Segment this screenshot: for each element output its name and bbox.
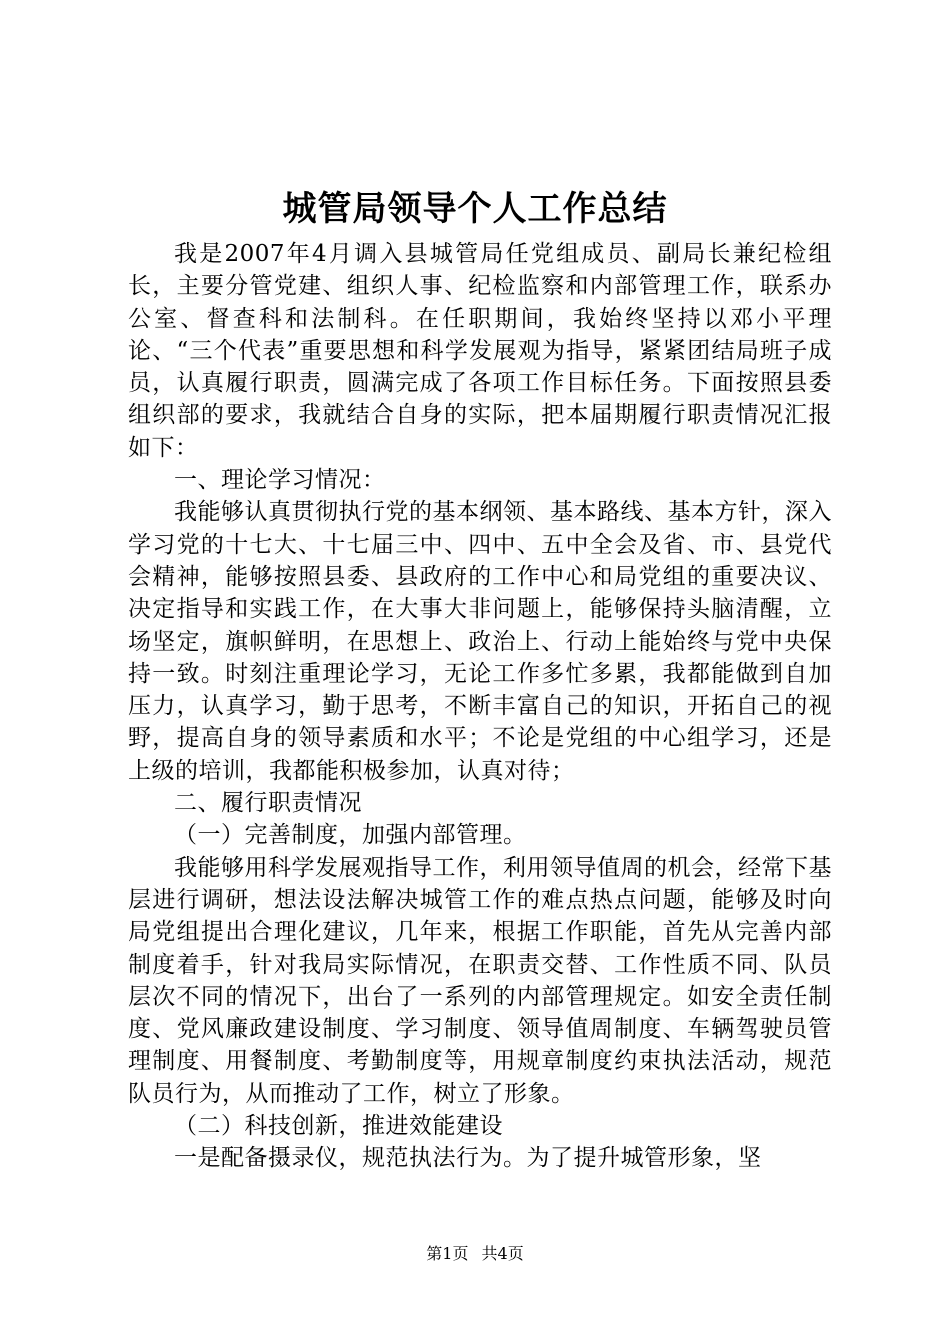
- paragraph-tech-innovation: 一是配备摄录仪，规范执法行为。为了提升城管形象，坚: [174, 1145, 762, 1172]
- document-body: [128, 238, 832, 1175]
- subheading-improve-system: （一）完善制度，加强内部管理。: [174, 822, 527, 849]
- page-total: 共4页: [481, 1244, 524, 1263]
- paragraph-theory-study: 我能够认真贯彻执行党的基本纲领、基本路线、基本方针，深入学习党的十七大、十七届三中、四中、五中全会及省、市、县党代会精神，能够按照县委、县政府的工作中心和局党组的重要决议、决定指导和实践工作，在大事大非问题上，能够保持头脑清醒，立场坚定，旗帜鲜明，在思想上、政治上、行动上能始终与党中央保持一致。时刻注重理论学习，无论工作多忙多累，我都能做到自加压力，认真学习，勤于思考，不断丰富自己的知识，开拓自己的视野，提高自身的领导素质和水平；不论是党组的中心组学习，还是上级的培训，我都能积极参加，认真对待；: [128, 499, 832, 784]
- heading-duty-performance: 二、履行职责情况: [174, 790, 362, 817]
- paragraph-intro: 我是2007年4月调入县城管局任党组成员、副局长兼纪检组长，主要分管党建、组织人事、纪检监察和内部管理工作，联系办公室、督查科和法制科。在任职期间，我始终坚持以邓小平理论、“三个代表”重要思想和科学发展观为指导，紧紧团结局班子成员，认真履行职责，圆满完成了各项工作目标任务。下面按照县委组织部的要求，我就结合自身的实际，把本届期履行职责情况汇报如下：: [128, 241, 832, 461]
- page-footer: [0, 1243, 950, 1265]
- page-number: 第1页: [426, 1244, 469, 1263]
- subheading-tech-innovation: （二）科技创新，推进效能建设: [174, 1113, 503, 1140]
- document-title: 城管局领导个人工作总结: [282, 189, 668, 229]
- paragraph-improve-system: 我能够用科学发展观指导工作，利用领导值周的机会，经常下基层进行调研，想法设法解决城管工作的难点热点问题，能够及时向局党组提出合理化建议，几年来，根据工作职能，首先从完善内部制度着手，针对我局实际情况，在职责交替、工作性质不同、队员层次不同的情况下，出台了一系列的内部管理规定。如安全责任制度、党风廉政建设制度、学习制度、领导值周制度、车辆驾驶员管理制度、用餐制度、考勤制度等，用规章制度约束执法活动，规范队员行为，从而推动了工作，树立了形象。: [128, 854, 832, 1107]
- heading-theory-study: 一、理论学习情况：: [174, 467, 386, 494]
